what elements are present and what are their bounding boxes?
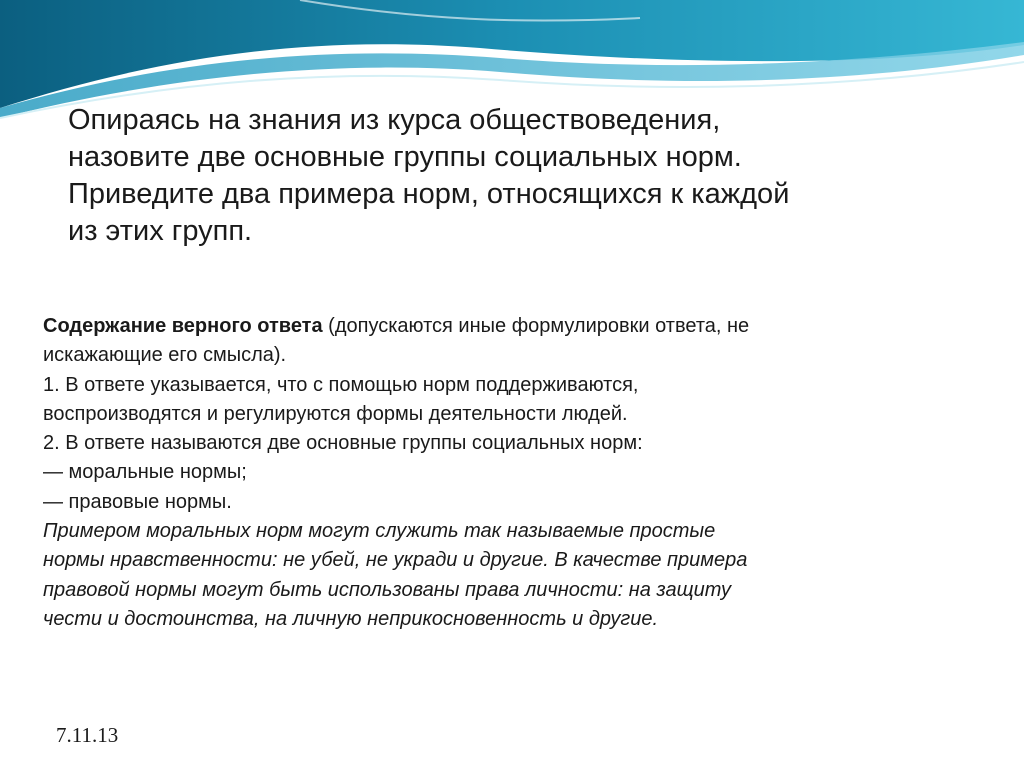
- answer-block: [43, 312, 983, 634]
- answer-example-line: чести и достоинства, на личную неприкосновенность и другие.: [43, 607, 658, 630]
- answer-item-1-cont: воспроизводятся и регулируются формы деятельности людей.: [43, 402, 628, 425]
- answer-dash-legal: — правовые нормы.: [43, 490, 232, 513]
- slide-date: 7.11.13: [56, 723, 119, 747]
- answer-item-2: 2. В ответе называются две основные группы социальных норм:: [43, 432, 643, 455]
- answer-heading: [43, 312, 983, 341]
- answer-item-1: 1. В ответе указывается, что с помощью норм поддерживаются,: [43, 373, 639, 396]
- question-text: [68, 102, 968, 250]
- answer-example-line: Примером моральных норм могут служить так называемые простые: [43, 520, 716, 543]
- answer-heading-cont: искажающие его смысла).: [43, 344, 287, 367]
- answer-example-line: нормы нравственности: не убей, не укради и другие. В качестве примера: [43, 549, 748, 572]
- answer-dash-moral: — моральные нормы;: [43, 461, 247, 484]
- question-line: Приведите два примера норм, относящихся к каждой: [68, 178, 790, 210]
- answer-example-line: правовой нормы могут быть использованы права личности: на защиту: [43, 578, 731, 601]
- answer-heading-bold: Содержание верного ответа: [43, 315, 323, 337]
- question-line: из этих групп.: [68, 215, 253, 247]
- question-line: Опираясь на знания из курса обществоведения,: [68, 104, 721, 136]
- answer-heading-note: (допускаются иные формулировки ответа, не: [322, 315, 750, 337]
- question-line: назовите две основные группы социальных норм.: [68, 141, 742, 173]
